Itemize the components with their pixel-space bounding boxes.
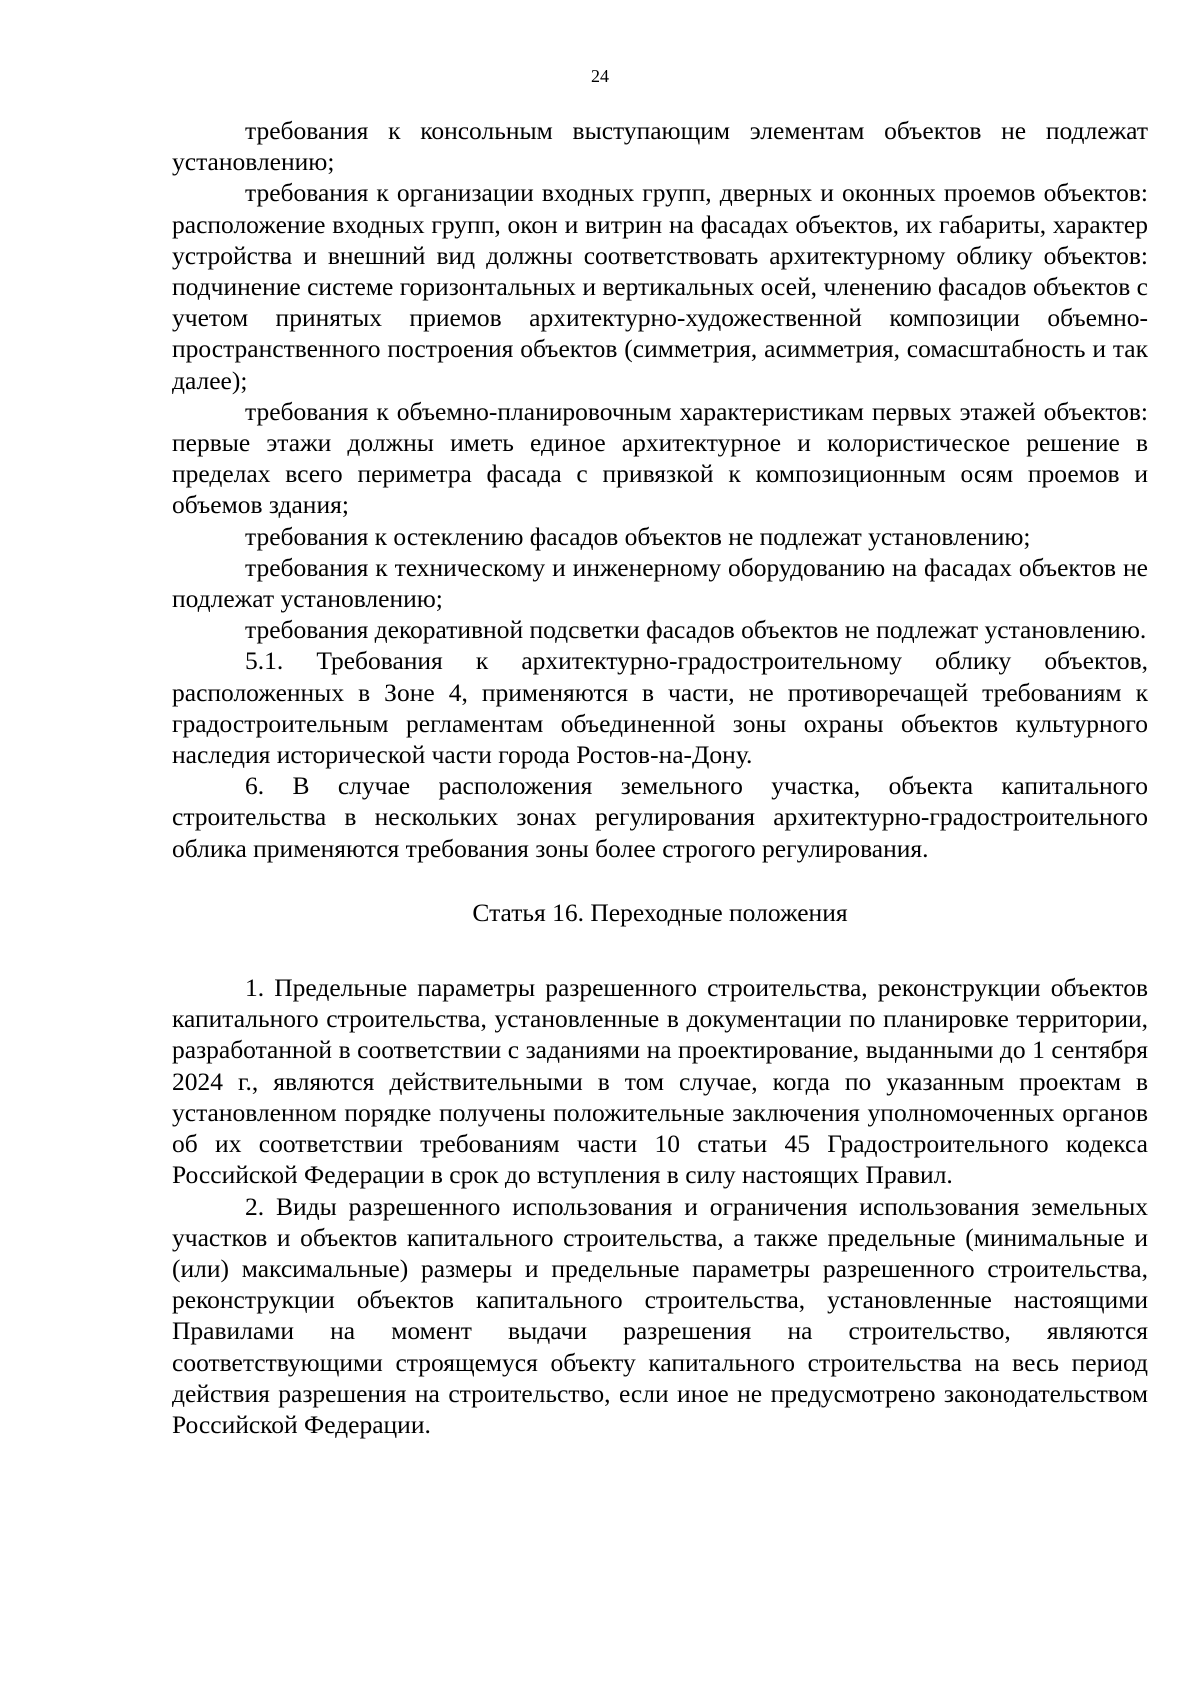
paragraph-decorative-lighting: требования декоративной подсветки фасадов объектов не подлежат установлению.: [245, 615, 1147, 645]
paragraph-6-multiple-zones: 6. В случае расположения земельного участка, объекта капитального строительства в нескольких зонах регулирования архитектурно-градостроительного облика применяются требования зоны более строгого регулирования.: [172, 771, 1148, 863]
paragraph-article-16-item-1: 1. Предельные параметры разрешенного строительства, реконструкции объектов капитального строительства, установленные в документации по планировке территории, разработанной в соответствии с заданиями на проектирование, выданными до 1 сентября 2024 г., являются действительными в том случае, когда по указанным проектам в установленном порядке получены положительные заключения уполномоченных органов об их соответствии требованиям части 10 статьи 45 Градостроительного кодекса Российской Федерации в срок до вступления в силу настоящих Правил.: [172, 973, 1148, 1190]
document-body: [172, 115, 1148, 1440]
page-number: 24: [591, 66, 609, 86]
paragraph-5-1-zone-4: 5.1. Требования к архитектурно-градостроительному облику объектов, расположенных в Зоне 4, применяются в части, не противоречащей требованиям к градостроительным регламентам объединенной зоны охраны объектов культурного наследия исторической части города Ростов-на-Дону.: [172, 646, 1148, 770]
paragraph-glazing: требования к остеклению фасадов объектов не подлежат установлению;: [245, 521, 1031, 551]
paragraph-ground-floors: требования к объемно-планировочным характеристикам первых этажей объектов: первые этажи должны иметь единое архитектурное и колористическое решение в пределах всего периметра фасада с привязкой к композиционным осям проемов и объемов здания;: [172, 396, 1148, 520]
section-heading-article-16: Статья 16. Переходные положения: [472, 897, 848, 927]
paragraph-console-elements: требования к консольным выступающим элементам объектов не подлежат установлению;: [172, 116, 1148, 177]
paragraph-engineering-equipment: требования к техническому и инженерному оборудованию на фасадах объектов не подлежат установлению;: [172, 552, 1148, 614]
paragraph-entrance-groups: требования к организации входных групп, дверных и оконных проемов объектов: расположение входных групп, окон и витрин на фасадах объектов, их габариты, характер устройства и внешний вид должны соответствовать архитектурному облику объектов: подчинение системе горизонтальных и вертикальных осей, членению фасадов объектов с учетом принятых приемов архитектурно-художественной композиции объемно-пространственного построения объектов (симметрия, асимметрия, сомасштабность и так далее);: [172, 178, 1148, 395]
paragraph-article-16-item-2: 2. Виды разрешенного использования и ограничения использования земельных участков и объектов капитального строительства, а также предельные (минимальные и (или) максимальные) размеры и предельные параметры разрешенного строительства, реконструкции объектов капитального строительства, установленные настоящими Правилами на момент выдачи разрешения на строительство, являются соответствующими строящемуся объекту капитального строительства на весь период действия разрешения на строительство, если иное не предусмотрено законодательством Российской Федерации.: [172, 1191, 1148, 1439]
